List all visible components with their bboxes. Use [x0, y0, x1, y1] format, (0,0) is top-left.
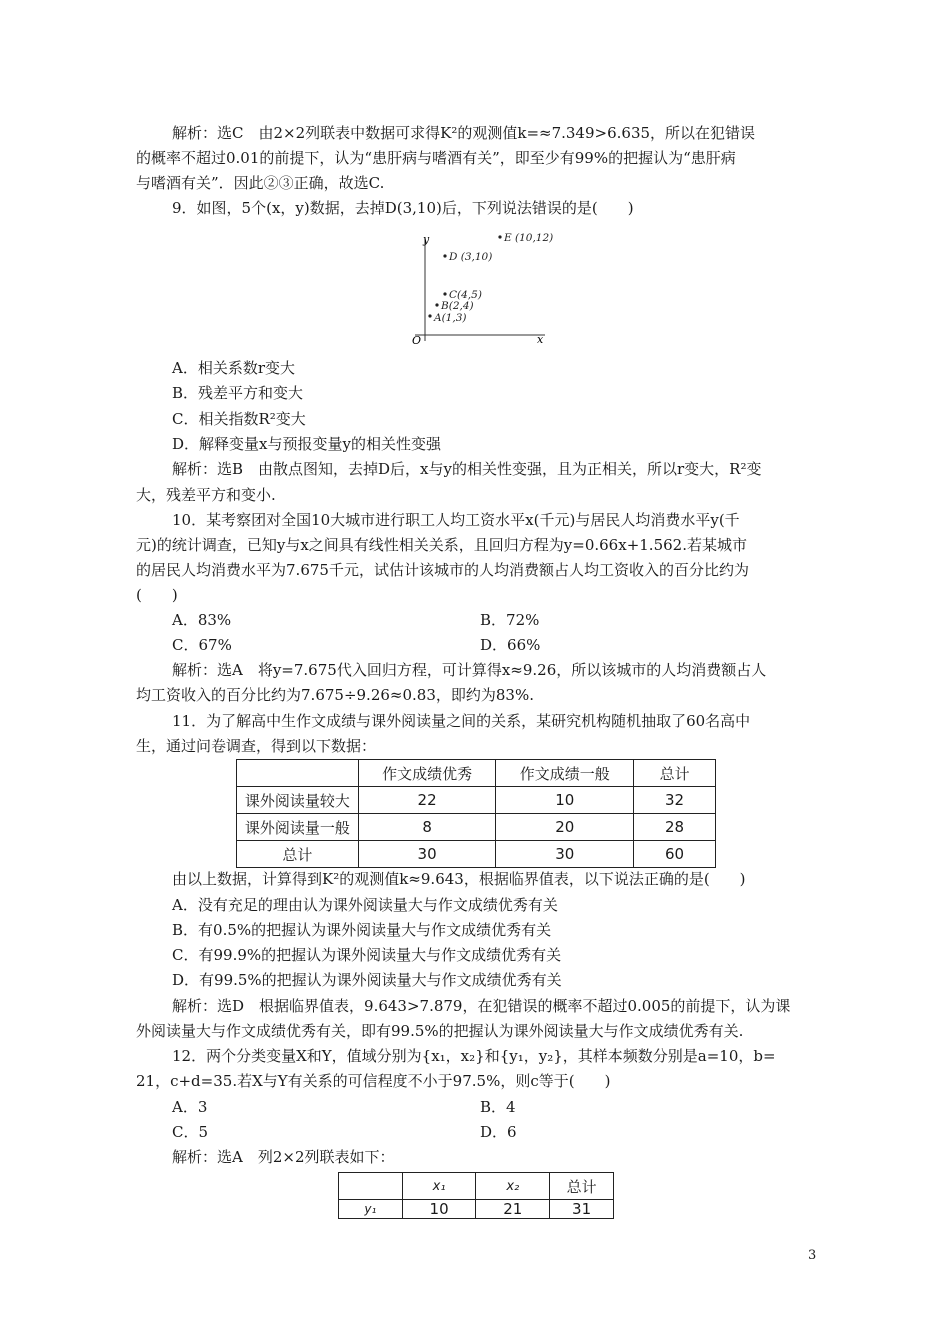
q12-line-2: 21，c+d=35.若X与Y有关系的可信程度不小于97.5%，则c等于( ) — [136, 1072, 611, 1090]
scatter-point-label: C(4,5) — [449, 289, 482, 301]
table-header-cell: 总计 — [634, 760, 716, 787]
table-row — [339, 1200, 614, 1219]
table-cell: 课外阅读量一般 — [237, 814, 359, 841]
table-header-cell: x₂ — [476, 1173, 550, 1200]
q9-x-axis-label: x — [537, 333, 544, 346]
q11-line-1: 11．为了解高中生作文成绩与课外阅读量之间的关系，某研究机构随机抽取了60名高中 — [172, 712, 751, 730]
table-cell: 32 — [634, 787, 716, 814]
table-row — [237, 787, 716, 814]
q12-option-c: C．5 — [172, 1123, 209, 1141]
scatter-point-label: B(2,4) — [441, 300, 474, 312]
scatter-point-label: E (10,12) — [504, 232, 554, 244]
table-cell — [339, 1173, 403, 1200]
scatter-point — [443, 292, 446, 295]
prev-solution-line-3: 与嗜酒有关”．因此②③正确，故选C. — [136, 174, 385, 192]
q12-option-a: A．3 — [172, 1098, 208, 1116]
q11-line-2: 生，通过问卷调查，得到以下数据： — [136, 737, 377, 755]
table-header-cell: 总计 — [550, 1173, 614, 1200]
q11-option-c: C．有99.9%的把握认为课外阅读量大与作文成绩优秀有关 — [172, 946, 562, 964]
table-cell: y₁ — [339, 1200, 403, 1219]
q10-line-1: 10．某考察团对全国10大城市进行职工人均工资水平x(千元)与居民人均消费水平y(千 — [172, 511, 740, 529]
q10-line-4: ( ) — [136, 586, 178, 604]
q10-option-a: A．83% — [172, 611, 232, 629]
table-cell: 22 — [358, 787, 496, 814]
q12-contingency-table — [338, 1172, 614, 1219]
q12-solution: 解析：选A 列2×2列联表如下： — [172, 1148, 395, 1166]
prev-solution-line-2: 的概率不超过0.01的前提下，认为“患肝病与嗜酒有关”，即至少有99%的把握认为“患肝病 — [136, 149, 736, 167]
q10-option-c: C．67% — [172, 636, 232, 654]
q10-option-b: B．72% — [480, 611, 540, 629]
q11-option-b: B．有0.5%的把握认为课外阅读量大与作文成绩优秀有关 — [172, 921, 552, 939]
q11-option-a: A．没有充足的理由认为课外阅读量大与作文成绩优秀有关 — [172, 896, 558, 914]
table-cell: 28 — [634, 814, 716, 841]
q9-solution-line-2: 大，残差平方和变小. — [136, 486, 276, 504]
scatter-point — [428, 314, 431, 317]
page-number: 3 — [808, 1248, 817, 1263]
scatter-point — [435, 303, 438, 306]
q10-line-3: 的居民人均消费水平为7.675千元，试估计该城市的人均消费额占人均工资收入的百分比约为 — [136, 561, 749, 579]
q9-solution-line-1: 解析：选B 由散点图知，去掉D后，x与y的相关性变强，且为正相关，所以r变大，R²变 — [172, 460, 762, 478]
scatter-point-label: A(1,3) — [434, 312, 467, 324]
table-header-row — [237, 760, 716, 787]
q10-line-2: 元)的统计调查，已知y与x之间具有线性相关关系，且回归方程为y=0.66x+1.562.若某城市 — [136, 536, 747, 554]
table-row — [237, 841, 716, 868]
q9-scatter-figure — [405, 225, 555, 347]
table-header-row — [339, 1173, 614, 1200]
table-cell: 31 — [550, 1200, 614, 1219]
q10-solution-line-1: 解析：选A 将y=7.675代入回归方程，可计算得x≈9.26，所以该城市的人均消费额占人 — [172, 661, 767, 679]
q9-option-b: B．残差平方和变大 — [172, 384, 304, 402]
q10-solution-line-2: 均工资收入的百分比约为7.675÷9.26≈0.83，即约为83%. — [136, 686, 534, 704]
q12-option-d: D．6 — [480, 1123, 517, 1141]
q10-option-d: D．66% — [480, 636, 541, 654]
q9-origin-label: O — [412, 334, 422, 347]
table-cell: 21 — [476, 1200, 550, 1219]
table-cell: 10 — [402, 1200, 476, 1219]
q11-solution-line-2: 外阅读量大与作文成绩优秀有关，即有99.5%的把握认为课外阅读量大与作文成绩优秀有关. — [136, 1022, 744, 1040]
table-cell: 课外阅读量较大 — [237, 787, 359, 814]
table-cell: 总计 — [237, 841, 359, 868]
q9-stem: 9．如图，5个(x，y)数据，去掉D(3,10)后，下列说法错误的是( ) — [172, 199, 634, 217]
table-cell: 10 — [496, 787, 634, 814]
q12-option-b: B．4 — [480, 1098, 516, 1116]
table-row — [237, 814, 716, 841]
q11-after-table: 由以上数据，计算得到K²的观测值k≈9.643，根据临界值表，以下说法正确的是( ) — [172, 870, 746, 888]
scatter-point — [443, 254, 446, 257]
q12-line-1: 12．两个分类变量X和Y，值域分别为{x₁，x₂}和{y₁，y₂}，其样本频数分别是a=10，b= — [172, 1047, 776, 1065]
scatter-point-label: D (3,10) — [449, 251, 493, 263]
table-cell — [237, 760, 359, 787]
q9-option-c: C．相关指数R²变大 — [172, 410, 306, 428]
q9-y-axis-label: y — [423, 233, 430, 246]
table-cell: 60 — [634, 841, 716, 868]
table-cell: 8 — [358, 814, 496, 841]
table-cell: 30 — [496, 841, 634, 868]
prev-solution-line-1: 解析：选C 由2×2列联表中数据可求得K²的观测值k=≈7.349>6.635，所以在犯错误 — [172, 124, 756, 142]
scatter-point — [498, 235, 501, 238]
q11-option-d: D．有99.5%的把握认为课外阅读量大与作文成绩优秀有关 — [172, 971, 562, 989]
q9-option-d: D．解释变量x与预报变量y的相关性变强 — [172, 435, 441, 453]
table-cell: 20 — [496, 814, 634, 841]
q9-option-a: A．相关系数r变大 — [172, 359, 296, 377]
q11-solution-line-1: 解析：选D 根据临界值表，9.643>7.879，在犯错误的概率不超过0.005的前提下，认为课 — [172, 997, 791, 1015]
table-header-cell: x₁ — [402, 1173, 476, 1200]
table-header-cell: 作文成绩优秀 — [358, 760, 496, 787]
q11-data-table — [236, 759, 716, 868]
table-header-cell: 作文成绩一般 — [496, 760, 634, 787]
table-cell: 30 — [358, 841, 496, 868]
